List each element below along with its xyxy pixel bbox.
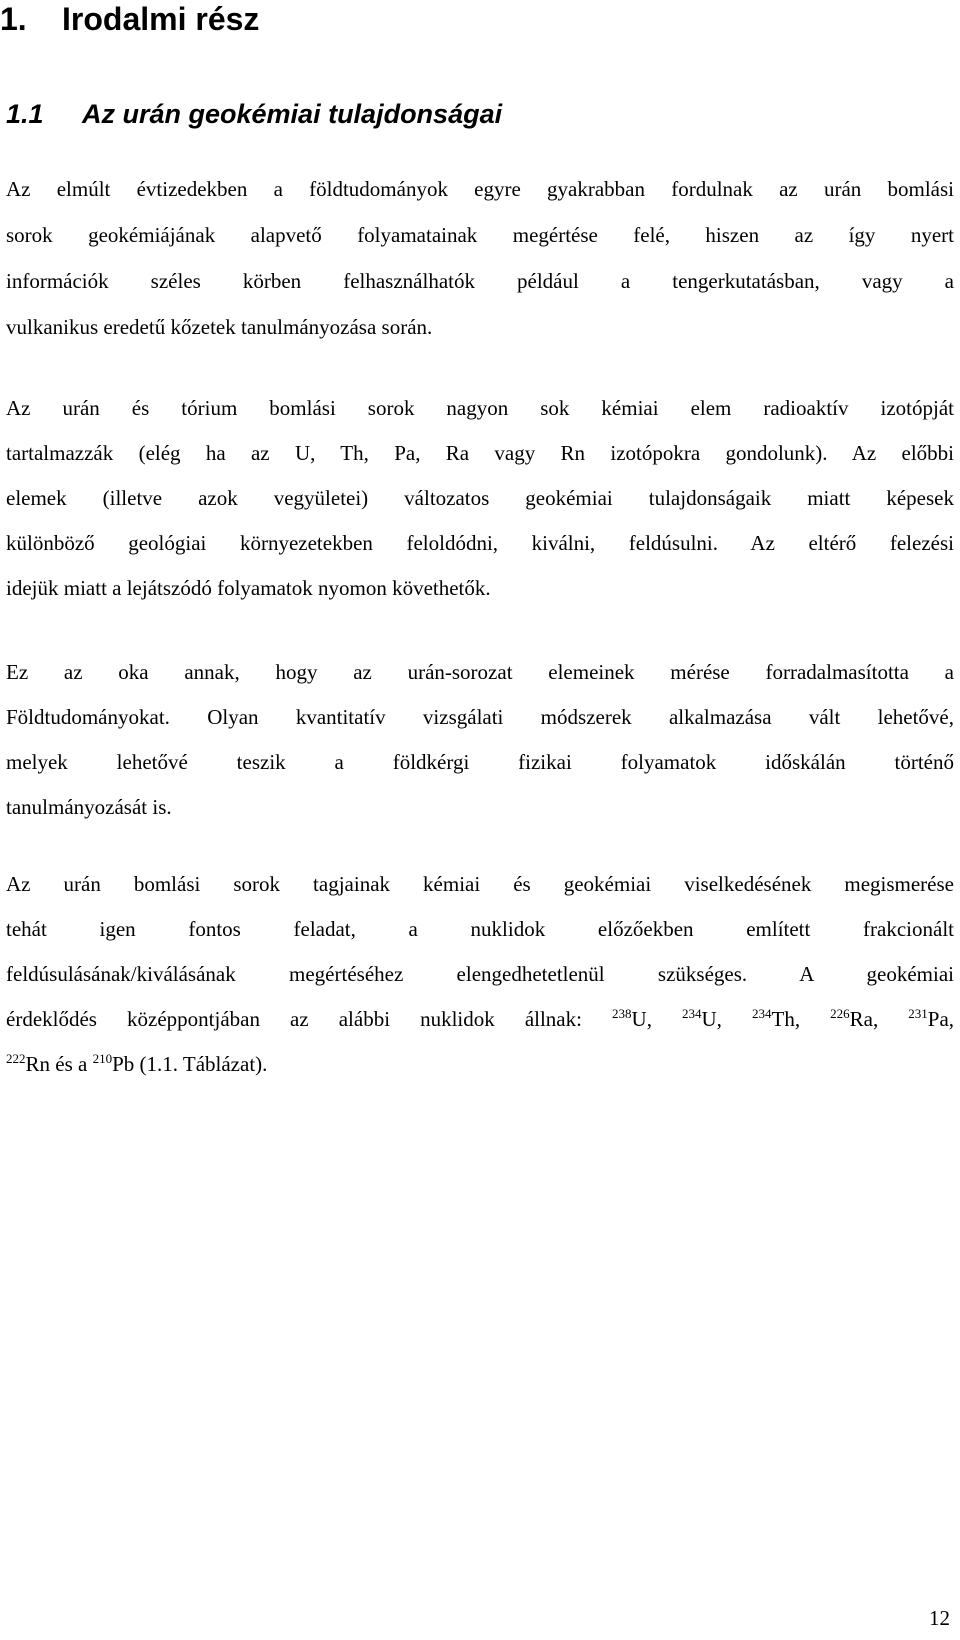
paragraph-line: Földtudományokat. Olyan kvantitatív vizsgálati módszerek alkalmazása vált lehetővé, (6, 705, 954, 729)
chapter-heading (0, 0, 259, 38)
paragraph-line: tanulmányozását is. (6, 795, 172, 819)
element-symbol: Pb (1.1. Táblázat). (112, 1052, 268, 1076)
mass-number: 234 (752, 1006, 772, 1021)
element-symbol: Th, (771, 1007, 801, 1031)
paragraph-line: idejük miatt a lejátszódó folyamatok nyomon követhetők. (6, 576, 491, 600)
element-symbol: Ra, (849, 1007, 879, 1031)
nuclide-pa231 (908, 1007, 954, 1031)
section-title: Az urán geokémiai tulajdonságai (82, 99, 503, 129)
element-symbol: U, (631, 1007, 652, 1031)
paragraph-line: információk széles körben felhasználhatók például a tengerkutatásban, vagy a (6, 269, 954, 293)
paragraph-line: feldúsulásának/kiválásának megértéséhez elengedhetetlenül szükséges. A geokémiai (6, 962, 954, 986)
paragraph-line: Ez az oka annak, hogy az urán-sorozat elemeinek mérése forradalmasította a (6, 660, 954, 684)
nuclide-line (6, 997, 954, 1042)
page-number: 12 (929, 1606, 950, 1630)
paragraph-line: sorok geokémiájának alapvető folyamatainak megértése felé, hiszen az így nyert (6, 223, 954, 247)
section-heading (6, 97, 502, 131)
paragraph-line: Az elmúlt évtizedekben a földtudományok egyre gyakrabban fordulnak az urán bomlási (6, 177, 954, 201)
chapter-number: 1. (0, 1, 27, 37)
paragraph-line: melyek lehetővé teszik a földkérgi fizikai folyamatok időskálán történő (6, 750, 954, 774)
nuclide-line-2 (6, 1042, 954, 1087)
nuclide-u238 (612, 1007, 652, 1031)
paragraph-line: tehát igen fontos feladat, a nuklidok előzőekben említett frakcionált (6, 917, 954, 941)
paragraph-1 (6, 166, 954, 350)
paragraph-line: tartalmazzák (elég ha az U, Th, Pa, Ra vagy Rn izotópokra gondolunk). Az előbbi (6, 441, 954, 465)
paragraph-line: vulkanikus eredetű kőzetek tanulmányozása során. (6, 315, 433, 339)
mass-number: 238 (612, 1006, 632, 1021)
mass-number: 222 (6, 1051, 26, 1066)
nuclide-th234 (752, 1007, 800, 1031)
paragraph-line: elemek (illetve azok vegyületei) változatos geokémiai tulajdonságaik miatt képesek (6, 486, 954, 510)
nuclide-u234 (682, 1007, 722, 1031)
mass-number: 234 (682, 1006, 702, 1021)
paragraph-3 (6, 650, 954, 830)
paragraph-2 (6, 386, 954, 611)
paragraph-4 (6, 862, 954, 1087)
paragraph-line: különböző geológiai környezetekben feloldódni, kiválni, feldúsulni. Az eltérő felezési (6, 531, 954, 555)
mass-number: 231 (908, 1006, 928, 1021)
mass-number: 210 (92, 1051, 113, 1066)
element-symbol: Pa, (927, 1007, 954, 1031)
paragraph-line: Az urán és tórium bomlási sorok nagyon sok kémiai elem radioaktív izotópját (6, 396, 954, 420)
section-number: 1.1 (6, 99, 44, 129)
element-symbol: U, (701, 1007, 722, 1031)
nuclide-intro: érdeklődés középpontjában az alábbi nuklidok állnak: (6, 1007, 582, 1031)
paragraph-line: Az urán bomlási sorok tagjainak kémiai és geokémiai viselkedésének megismerése (6, 872, 954, 896)
mass-number: 226 (830, 1006, 850, 1021)
element-symbol: Rn és a (25, 1052, 88, 1076)
chapter-title: Irodalmi rész (62, 1, 260, 37)
nuclide-ra226 (830, 1007, 878, 1031)
